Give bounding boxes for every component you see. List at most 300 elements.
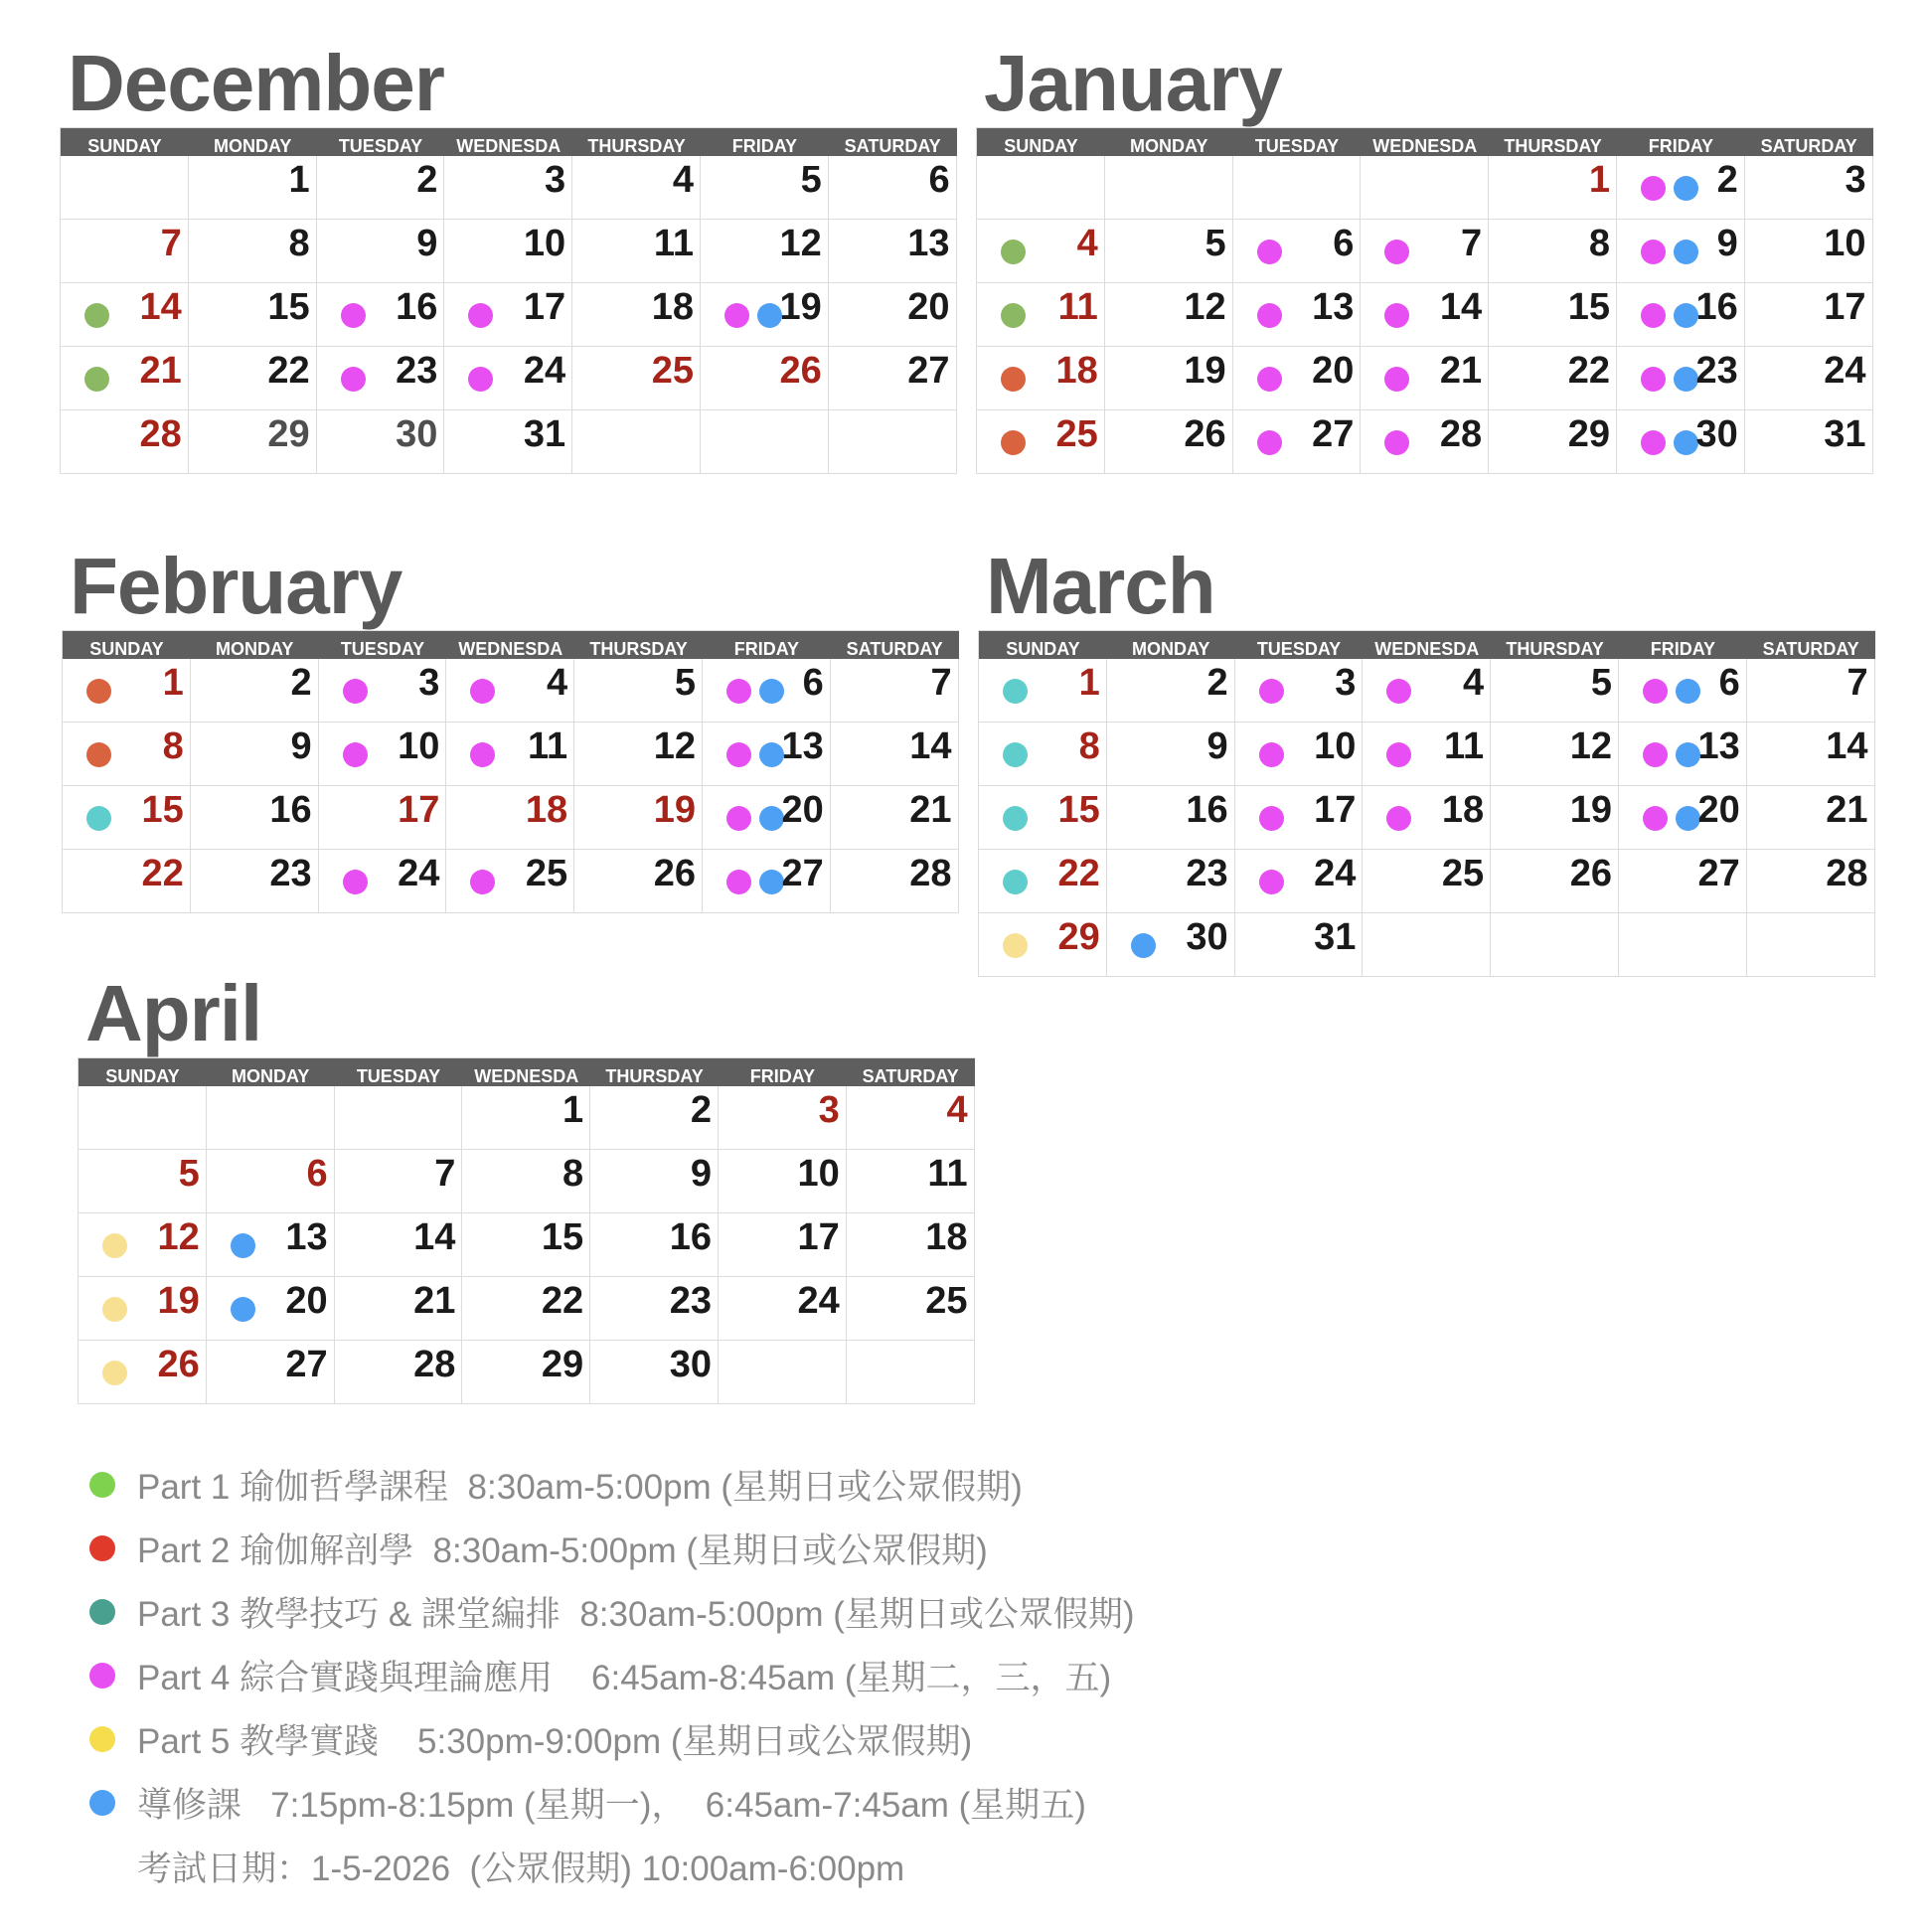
day-number: 21	[413, 1280, 456, 1322]
session-markers	[1003, 933, 1028, 958]
day-cell	[1361, 347, 1489, 410]
day-number: 19	[157, 1280, 200, 1322]
day-cell	[1363, 723, 1491, 786]
day-number: 12	[1569, 725, 1612, 767]
empty-cell	[1747, 913, 1875, 977]
day-cell	[572, 347, 701, 410]
day-cell	[1617, 410, 1745, 474]
magenta-dot-icon	[1641, 176, 1666, 201]
magenta-dot-icon	[1259, 870, 1284, 894]
day-cell	[977, 283, 1105, 347]
weekday-label: SUNDAY	[1004, 136, 1078, 156]
day-number: 23	[1695, 350, 1738, 392]
day-cell	[79, 1341, 207, 1404]
day-number: 20	[907, 286, 950, 328]
day-cell	[847, 1150, 975, 1213]
weekday-label: FRIDAY	[731, 136, 798, 156]
day-number: 14	[413, 1216, 456, 1258]
yellow-dot-icon	[1003, 933, 1028, 958]
day-cell	[1107, 850, 1235, 913]
magenta-dot-icon	[1259, 679, 1284, 704]
day-number: 26	[1569, 853, 1612, 894]
day-number: 12	[157, 1216, 200, 1258]
magenta-dot-icon	[1386, 742, 1411, 767]
day-cell	[847, 1213, 975, 1277]
weekday-label: MONDAY	[232, 1066, 310, 1086]
session-markers	[1003, 679, 1028, 704]
teal-dot-icon	[1003, 679, 1028, 704]
day-cell	[1745, 347, 1873, 410]
day-number: 20	[1312, 350, 1355, 392]
day-number: 20	[1697, 789, 1740, 831]
day-number: 15	[267, 286, 310, 328]
weekday-header	[977, 128, 1873, 156]
day-number: 25	[1055, 413, 1098, 455]
magenta-dot-icon	[1384, 240, 1409, 264]
week-row	[979, 659, 1875, 723]
day-cell	[977, 410, 1105, 474]
day-number: 21	[139, 350, 182, 392]
day-cell	[829, 283, 957, 347]
day-number: 22	[541, 1280, 584, 1322]
day-number: 21	[1826, 789, 1868, 831]
day-cell	[1233, 220, 1362, 283]
magenta-dot-icon	[726, 679, 751, 704]
day-cell	[191, 723, 319, 786]
session-markers	[724, 303, 782, 328]
day-cell	[462, 1341, 590, 1404]
day-cell	[979, 913, 1107, 977]
day-cell	[1745, 410, 1873, 474]
day-number: 29	[267, 413, 310, 455]
day-cell	[590, 1086, 719, 1150]
weekday-label: THURSDAY	[587, 136, 686, 156]
day-cell	[335, 1150, 463, 1213]
day-number: 14	[1439, 286, 1483, 328]
day-number: 3	[1335, 662, 1357, 704]
blue-dot-icon	[1674, 430, 1698, 455]
day-cell	[719, 1150, 847, 1213]
session-markers	[1641, 430, 1698, 455]
day-cell	[61, 410, 189, 474]
empty-cell	[829, 410, 957, 474]
day-number: 28	[909, 853, 952, 894]
day-cell	[574, 850, 703, 913]
red-dot-icon	[86, 742, 111, 767]
day-number: 28	[413, 1344, 456, 1385]
session-markers	[102, 1361, 127, 1385]
day-cell	[446, 723, 574, 786]
day-cell	[191, 850, 319, 913]
day-number: 12	[653, 725, 696, 767]
day-cell	[446, 850, 574, 913]
day-number: 17	[797, 1216, 840, 1258]
day-cell	[462, 1213, 590, 1277]
day-cell	[1489, 283, 1617, 347]
magenta-dot-icon	[341, 303, 366, 328]
week-row	[61, 220, 957, 283]
day-number: 6	[306, 1153, 328, 1195]
day-number: 22	[1567, 350, 1610, 392]
session-markers	[470, 870, 495, 894]
weekday-label: MONDAY	[1130, 136, 1208, 156]
magenta-dot-icon	[1257, 367, 1282, 392]
day-cell	[189, 220, 317, 283]
day-cell	[719, 1213, 847, 1277]
day-number: 28	[139, 413, 182, 455]
session-markers	[1257, 303, 1282, 328]
magenta-dot-icon	[1384, 430, 1409, 455]
day-number: 21	[909, 789, 952, 831]
day-number: 30	[396, 413, 438, 455]
day-cell	[1105, 347, 1233, 410]
day-number: 25	[651, 350, 694, 392]
day-cell	[335, 1213, 463, 1277]
day-cell	[574, 723, 703, 786]
day-number: 30	[1695, 413, 1738, 455]
legend-text: Part 1 瑜伽哲學課程 8:30am-5:00pm (星期日或公眾假期)	[137, 1468, 1023, 1507]
day-cell	[1105, 220, 1233, 283]
day-number: 5	[800, 159, 822, 201]
day-number: 17	[398, 789, 440, 831]
magenta-dot-icon	[1386, 679, 1411, 704]
session-markers	[1003, 870, 1028, 894]
magenta-dot-icon	[1384, 303, 1409, 328]
weekday-label: TUESDAY	[1254, 136, 1340, 156]
red-dot-icon	[1001, 430, 1026, 455]
day-cell	[63, 723, 191, 786]
day-number: 21	[1439, 350, 1483, 392]
session-markers	[102, 1297, 127, 1322]
day-number: 13	[285, 1216, 328, 1258]
magenta-dot-icon	[1257, 303, 1282, 328]
day-number: 8	[562, 1153, 584, 1195]
day-cell	[319, 850, 447, 913]
day-cell	[831, 786, 959, 850]
day-number: 19	[779, 286, 822, 328]
day-cell	[1105, 283, 1233, 347]
magenta-dot-icon	[1641, 240, 1666, 264]
legend-item	[89, 1644, 1135, 1707]
teal-dot-icon	[1003, 742, 1028, 767]
session-markers	[470, 742, 495, 767]
magenta-dot-icon	[468, 303, 493, 328]
day-number: 31	[523, 413, 566, 455]
day-cell	[1491, 723, 1619, 786]
blue-dot-icon	[231, 1233, 255, 1258]
day-cell	[1107, 723, 1235, 786]
day-cell	[79, 1213, 207, 1277]
magenta-dot-icon	[726, 870, 751, 894]
day-cell	[847, 1086, 975, 1150]
day-number: 15	[541, 1216, 584, 1258]
session-markers	[1386, 742, 1411, 767]
week-row	[63, 659, 959, 723]
day-number: 3	[545, 159, 566, 201]
day-number: 6	[928, 159, 950, 201]
day-cell	[1747, 786, 1875, 850]
day-number: 15	[141, 789, 184, 831]
day-number: 25	[525, 853, 568, 894]
empty-cell	[1491, 913, 1619, 977]
magenta-dot-icon	[1259, 742, 1284, 767]
week-row	[63, 723, 959, 786]
session-markers	[726, 870, 784, 894]
day-cell	[61, 347, 189, 410]
week-row	[61, 156, 957, 220]
day-number: 8	[288, 223, 310, 264]
session-markers	[1643, 806, 1700, 831]
blue-dot-icon	[1676, 742, 1700, 767]
day-number: 29	[541, 1344, 584, 1385]
day-number: 9	[1206, 725, 1228, 767]
day-cell	[1107, 913, 1235, 977]
day-cell	[63, 850, 191, 913]
teal-dot-icon	[86, 806, 111, 831]
weekday-header	[979, 631, 1875, 659]
day-number: 22	[267, 350, 310, 392]
day-number: 5	[674, 662, 696, 704]
day-cell	[79, 1277, 207, 1341]
day-cell	[462, 1086, 590, 1150]
week-row	[977, 410, 1873, 474]
week-row	[79, 1341, 975, 1404]
blue-dot-icon	[759, 870, 784, 894]
magenta-dot-icon	[468, 367, 493, 392]
legend-item	[89, 1707, 1135, 1771]
magenta-dot-icon	[470, 742, 495, 767]
legend-item	[89, 1835, 1135, 1898]
day-cell	[1745, 156, 1873, 220]
calendar-grid	[60, 127, 957, 474]
day-cell	[319, 723, 447, 786]
day-number: 17	[523, 286, 566, 328]
month-december	[60, 39, 957, 474]
day-number: 30	[669, 1344, 712, 1385]
day-cell	[1491, 786, 1619, 850]
day-number: 26	[779, 350, 822, 392]
empty-cell	[847, 1341, 975, 1404]
legend-text: Part 5 教學實踐 5:30pm-9:00pm (星期日或公眾假期)	[137, 1722, 973, 1761]
day-number: 27	[1697, 853, 1740, 894]
day-number: 30	[1186, 916, 1228, 958]
day-number: 15	[1057, 789, 1100, 831]
weekday-label: SUNDAY	[89, 639, 164, 659]
day-cell	[572, 283, 701, 347]
day-number: 14	[139, 286, 182, 328]
day-cell	[590, 1150, 719, 1213]
day-cell	[63, 786, 191, 850]
week-row	[79, 1277, 975, 1341]
session-markers	[84, 367, 109, 392]
day-cell	[701, 347, 829, 410]
session-markers	[1641, 367, 1698, 392]
day-cell	[831, 850, 959, 913]
legend-dot-icon	[89, 1535, 115, 1561]
day-cell	[335, 1277, 463, 1341]
day-cell	[317, 283, 445, 347]
legend-item	[89, 1580, 1135, 1644]
month-january	[976, 39, 1873, 474]
day-cell	[590, 1277, 719, 1341]
weekday-label: TUESDAY	[338, 136, 423, 156]
session-markers	[1001, 240, 1026, 264]
day-number: 16	[1695, 286, 1738, 328]
magenta-dot-icon	[1641, 430, 1666, 455]
day-cell	[1235, 786, 1364, 850]
day-number: 15	[1567, 286, 1610, 328]
day-number: 4	[547, 662, 568, 704]
day-number: 11	[528, 725, 568, 767]
session-markers	[1259, 806, 1284, 831]
day-cell	[719, 1086, 847, 1150]
day-cell	[61, 283, 189, 347]
day-number: 14	[1826, 725, 1868, 767]
day-cell	[979, 786, 1107, 850]
day-number: 3	[418, 662, 440, 704]
day-number: 1	[562, 1089, 584, 1131]
day-cell	[1233, 283, 1362, 347]
red-dot-icon	[1001, 367, 1026, 392]
day-cell	[847, 1277, 975, 1341]
day-number: 28	[1439, 413, 1483, 455]
day-cell	[701, 220, 829, 283]
weekday-header	[79, 1058, 975, 1086]
day-cell	[446, 659, 574, 723]
day-number: 1	[1588, 159, 1610, 201]
day-cell	[1747, 850, 1875, 913]
yellow-dot-icon	[102, 1361, 127, 1385]
day-number: 13	[907, 223, 950, 264]
magenta-dot-icon	[726, 742, 751, 767]
weekday-label: FRIDAY	[749, 1066, 816, 1086]
session-markers	[86, 806, 111, 831]
day-number: 11	[1444, 725, 1485, 767]
day-cell	[703, 786, 831, 850]
month-february	[62, 542, 959, 913]
weekday-label: SATURDAY	[1760, 136, 1857, 156]
day-cell	[191, 659, 319, 723]
blue-dot-icon	[759, 742, 784, 767]
empty-cell	[719, 1341, 847, 1404]
empty-cell	[1619, 913, 1747, 977]
blue-dot-icon	[759, 679, 784, 704]
day-cell	[207, 1277, 335, 1341]
week-row	[61, 347, 957, 410]
weekday-label: TUESDAY	[356, 1066, 441, 1086]
day-cell	[189, 410, 317, 474]
weekday-label: WEDNESDA	[456, 136, 562, 156]
green-dot-icon	[1001, 303, 1026, 328]
yellow-dot-icon	[102, 1233, 127, 1258]
day-number: 28	[1826, 853, 1868, 894]
day-cell	[446, 786, 574, 850]
day-number: 18	[925, 1216, 968, 1258]
day-number: 2	[290, 662, 312, 704]
day-number: 13	[1697, 725, 1740, 767]
day-number: 19	[653, 789, 696, 831]
weekday-label: TUESDAY	[1256, 639, 1342, 659]
magenta-dot-icon	[1257, 430, 1282, 455]
day-number: 20	[781, 789, 824, 831]
day-number: 12	[1184, 286, 1226, 328]
magenta-dot-icon	[1384, 367, 1409, 392]
month-march	[978, 542, 1875, 977]
session-markers	[1001, 367, 1026, 392]
day-number: 4	[946, 1089, 968, 1131]
weekday-label: SUNDAY	[1006, 639, 1080, 659]
day-cell	[1489, 156, 1617, 220]
day-number: 23	[396, 350, 438, 392]
day-cell	[61, 220, 189, 283]
weekday-label: MONDAY	[214, 136, 292, 156]
day-number: 27	[907, 350, 950, 392]
magenta-dot-icon	[470, 870, 495, 894]
session-markers	[1641, 303, 1698, 328]
calendar-grid	[62, 630, 959, 913]
session-markers	[1386, 806, 1411, 831]
day-cell	[444, 220, 572, 283]
day-cell	[829, 156, 957, 220]
day-cell	[444, 410, 572, 474]
day-number: 14	[909, 725, 952, 767]
session-markers	[343, 679, 368, 704]
legend-item	[89, 1771, 1135, 1835]
day-number: 11	[1057, 286, 1098, 328]
day-number: 31	[1824, 413, 1866, 455]
day-cell	[317, 347, 445, 410]
session-markers	[1001, 430, 1026, 455]
day-cell	[1363, 659, 1491, 723]
day-cell	[1489, 347, 1617, 410]
yellow-dot-icon	[102, 1297, 127, 1322]
teal-dot-icon	[1003, 806, 1028, 831]
blue-dot-icon	[759, 806, 784, 831]
day-cell	[1489, 410, 1617, 474]
day-cell	[444, 347, 572, 410]
day-number: 27	[285, 1344, 328, 1385]
day-number: 24	[797, 1280, 840, 1322]
magenta-dot-icon	[1641, 367, 1666, 392]
day-cell	[979, 723, 1107, 786]
session-markers	[1257, 367, 1282, 392]
session-markers	[468, 303, 493, 328]
session-markers	[231, 1233, 255, 1258]
blue-dot-icon	[757, 303, 782, 328]
day-cell	[1491, 850, 1619, 913]
day-cell	[703, 850, 831, 913]
legend-dot-icon	[89, 1599, 115, 1625]
weekday-label: TUESDAY	[340, 639, 425, 659]
session-markers	[343, 870, 368, 894]
session-markers	[86, 742, 111, 767]
day-cell	[1235, 913, 1364, 977]
blue-dot-icon	[1676, 806, 1700, 831]
day-cell	[335, 1341, 463, 1404]
day-number: 7	[434, 1153, 456, 1195]
magenta-dot-icon	[1386, 806, 1411, 831]
magenta-dot-icon	[343, 870, 368, 894]
empty-cell	[1361, 156, 1489, 220]
legend-text: 導修課 7:15pm-8:15pm (星期一)， 6:45am-7:45am (星期五)	[137, 1786, 1086, 1825]
magenta-dot-icon	[343, 679, 368, 704]
day-number: 26	[157, 1344, 200, 1385]
red-dot-icon	[86, 679, 111, 704]
session-markers	[343, 742, 368, 767]
session-markers	[1643, 679, 1700, 704]
day-number: 9	[1716, 223, 1738, 264]
day-number: 17	[1314, 789, 1357, 831]
